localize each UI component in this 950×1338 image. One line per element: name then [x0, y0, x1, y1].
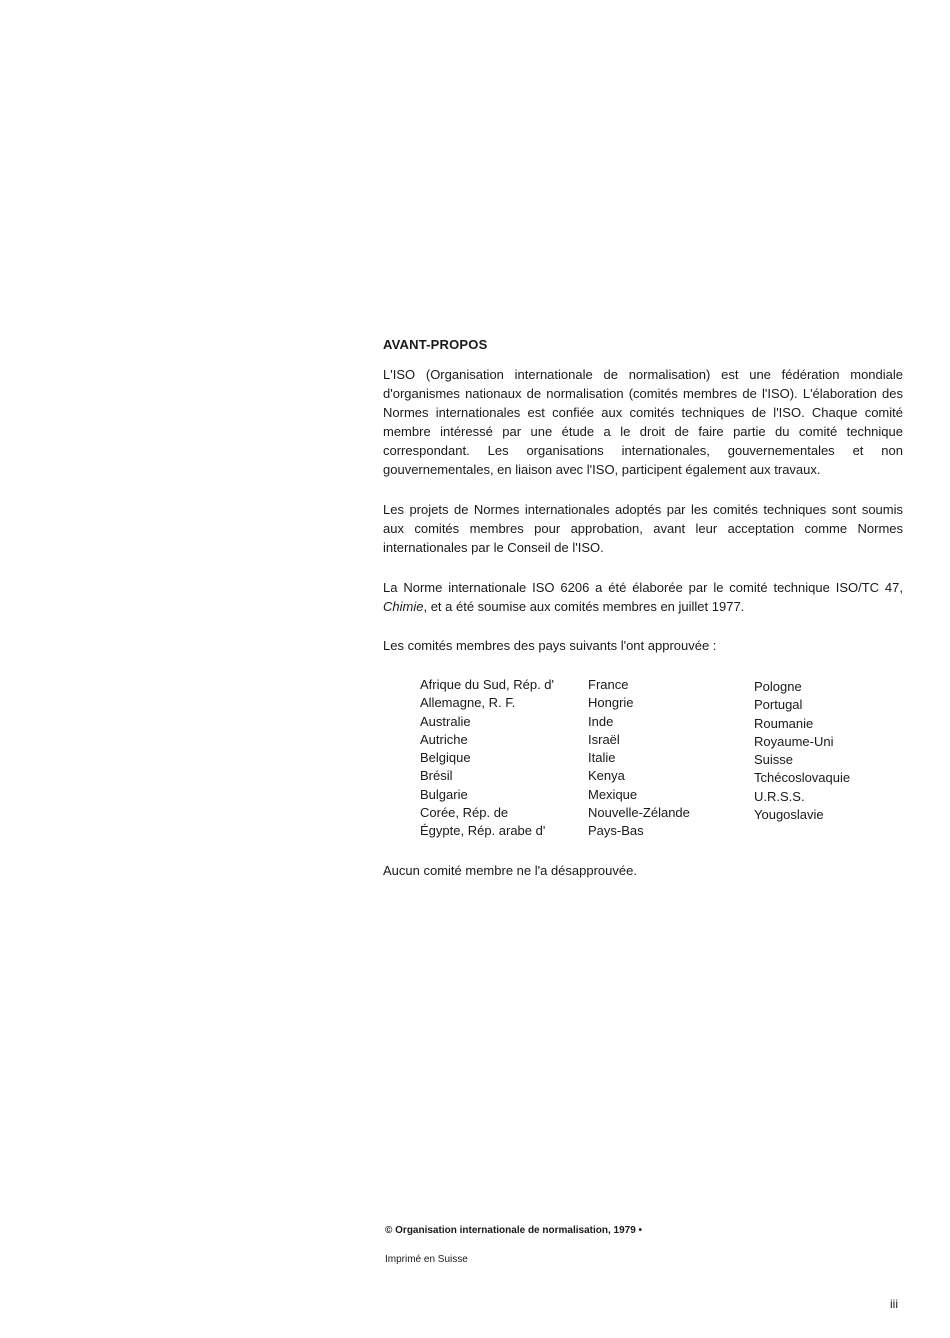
country-item: Australie [420, 713, 471, 729]
country-item: Égypte, Rép. arabe d' [420, 823, 546, 839]
country-item: France [588, 677, 629, 692]
paragraph-iso-intro: L'ISO (Organisation internationale de normalisation) est une fédération mondiale d'organismes nationaux de normalisation (comités membres de l'ISO). L'élaboration des Normes internationales est confiée aux comités techniques de l'ISO. Chaque comité membre intéressé par une étude a le droit de faire partie du comité technique correspondant. Les organisations internationales, gouvernementales et non gouvernementales, en liaison avec l'ISO, participent également aux travaux. [383, 367, 903, 477]
country-list [420, 676, 904, 841]
country-item: Italie [588, 750, 616, 766]
country-item: Allemagne, R. F. [420, 695, 516, 711]
standard-origin-text-end: , et a été soumise aux comités membres en juillet 1977. [423, 599, 745, 614]
printed-in: Imprimé en Suisse [385, 1254, 468, 1265]
committee-name: Chimie [383, 599, 424, 614]
country-item: Suisse [754, 752, 794, 768]
copyright-notice: © Organisation internationale de normalisation, 1979 • [385, 1225, 643, 1236]
paragraph-no-disapproval: Aucun comité membre ne l'a désapprouvée. [383, 863, 637, 878]
country-item: Kenya [588, 768, 625, 784]
country-item: Israël [588, 731, 620, 747]
country-item: Yougoslavie [754, 807, 824, 823]
country-item: Portugal [754, 697, 803, 713]
country-item: Royaume-Uni [754, 733, 834, 749]
country-item: Nouvelle-Zélande [588, 805, 690, 821]
country-item: Inde [588, 713, 614, 729]
country-item: Autriche [420, 731, 468, 747]
page-number: iii [890, 1297, 898, 1311]
country-item: Roumanie [754, 715, 814, 731]
country-item: Belgique [420, 750, 471, 766]
standard-origin-text: La Norme internationale ISO 6206 a été élaborée par le comité technique ISO/TC 47, [383, 580, 903, 595]
country-item: Mexique [588, 786, 638, 802]
country-item: Brésil [420, 768, 453, 784]
country-item: U.R.S.S. [754, 788, 805, 804]
country-item: Pologne [754, 679, 802, 694]
country-item: Bulgarie [420, 786, 468, 802]
paragraph-draft-approval: Les projets de Normes internationales adoptés par les comités techniques sont soumis aux comités membres pour approbation, avant leur acceptation comme Normes internationales par le Conseil de l'ISO. [383, 502, 903, 555]
country-column-3 [754, 676, 904, 841]
country-item: Afrique du Sud, Rép. d' [420, 677, 555, 692]
country-item: Pays-Bas [588, 823, 644, 839]
country-column-2 [588, 676, 754, 841]
country-item: Corée, Rép. de [420, 805, 509, 821]
paragraph-standard-origin [383, 578, 903, 616]
country-column-1 [420, 676, 588, 841]
country-item: Tchécoslovaquie [754, 770, 851, 786]
country-item: Hongrie [588, 695, 634, 711]
paragraph-approving-members: Les comités membres des pays suivants l'ont approuvée : [383, 638, 717, 653]
section-title: AVANT-PROPOS [383, 337, 488, 352]
